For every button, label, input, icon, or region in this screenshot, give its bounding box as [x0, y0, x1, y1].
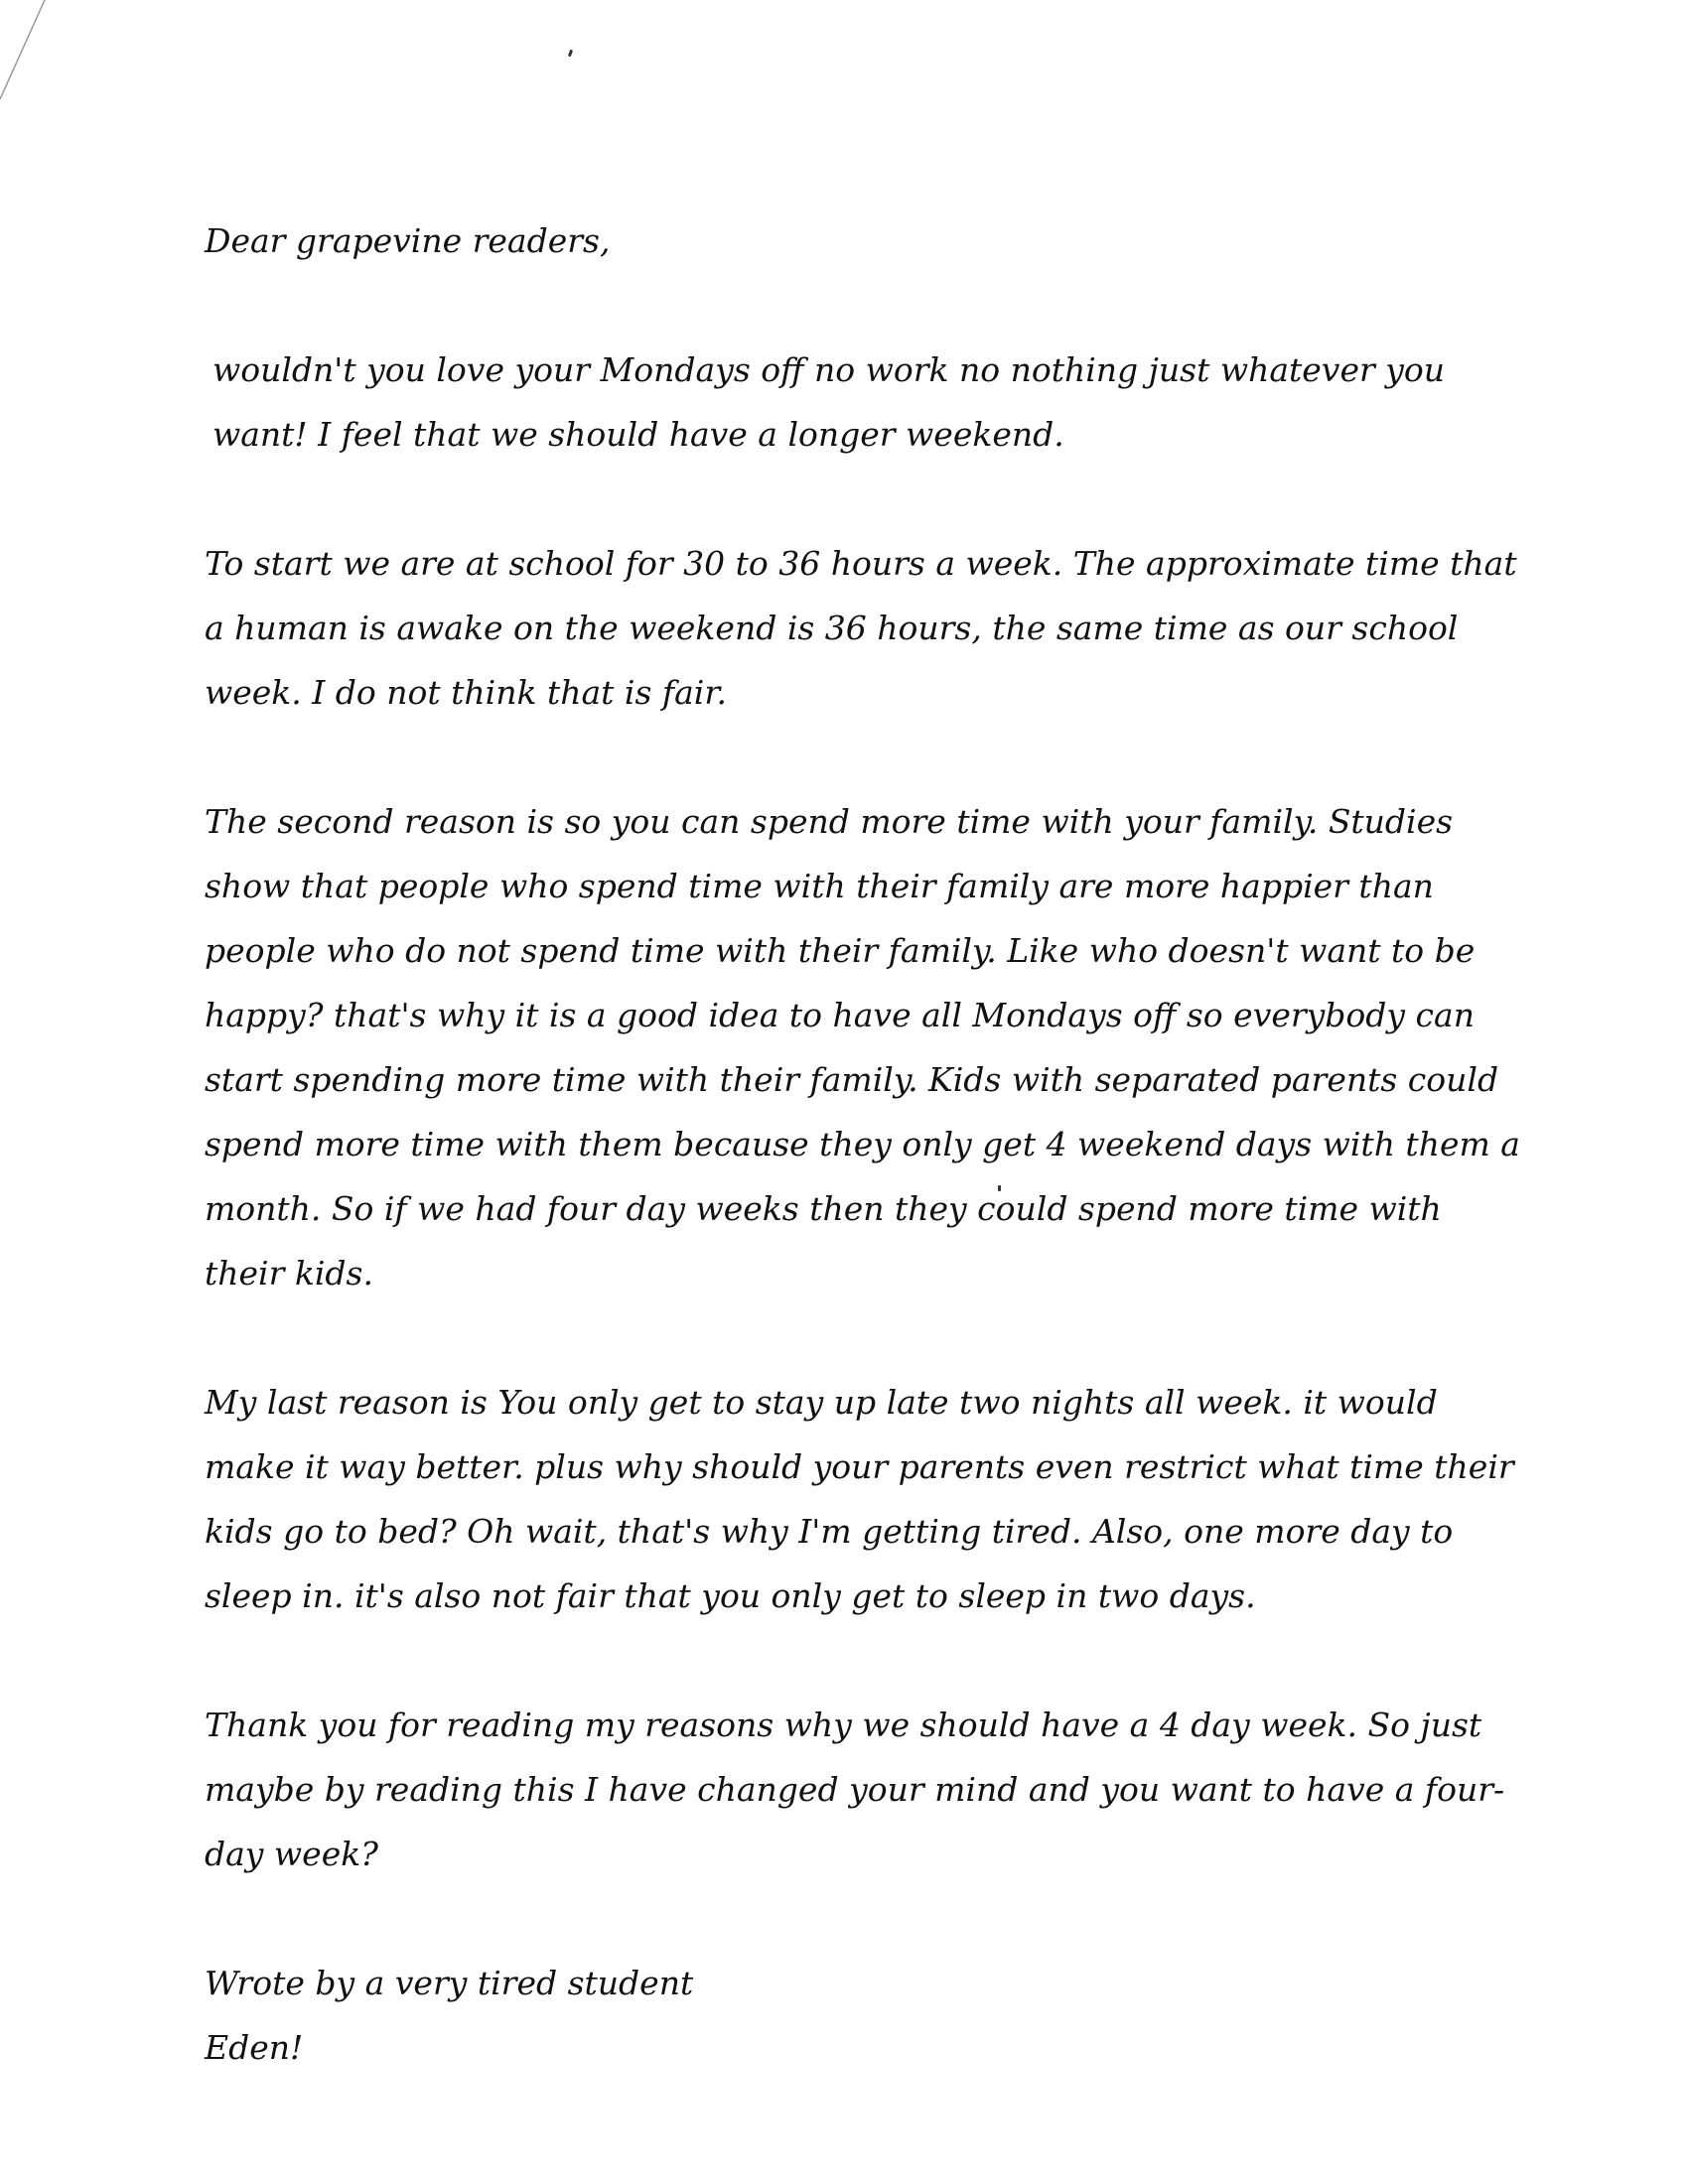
letter-paragraph-conclusion: Thank you for reading my reasons why we should have a 4 day week. So just maybe by reading this I have changed your mind and you want to have a four-day week? — [205, 1706, 1505, 1873]
letter-paragraph-first-reason: To start we are at school for 30 to 36 hours a week. The approximate time that a human is awake on the weekend is 36 hours, the same time as our school week. I do not think that is fair. — [205, 544, 1517, 712]
letter-signature: Eden! — [205, 2028, 304, 2067]
letter-paragraph-second-reason: The second reason is so you can spend more time with your family. Studies show that people who spend time with their family are more happier than people who do not spend time with their family. Like who doesn't want to be happy? that's why it is a good idea to have all Mondays off so everybody can start spending more time with their family. Kids with separated parents could spend more time with them because they only get 4 weekend days with them a month. So if we had four day weeks then they could spend more time with their kids. — [205, 802, 1520, 1293]
letter-salutation: Dear grapevine readers, — [205, 221, 611, 260]
letter-paragraph-intro: wouldn't you love your Mondays off no work no nothing just whatever you want! I feel that we should have a longer weekend. — [212, 350, 1445, 454]
letter-closing: Wrote by a very tired student — [205, 1964, 694, 2002]
letter-paragraph-last-reason: My last reason is You only get to stay up late two nights all week. it would make it way better. plus why should your parents even restrict what time their kids go to bed? Oh wait, that's why I'm getting tired. Also, one more day to sleep in. it's also not fair that you only get to sleep in two days. — [205, 1383, 1514, 1615]
scan-corner-edge — [0, 0, 60, 109]
scan-speck — [568, 50, 573, 58]
letter-body — [205, 208, 1525, 2080]
